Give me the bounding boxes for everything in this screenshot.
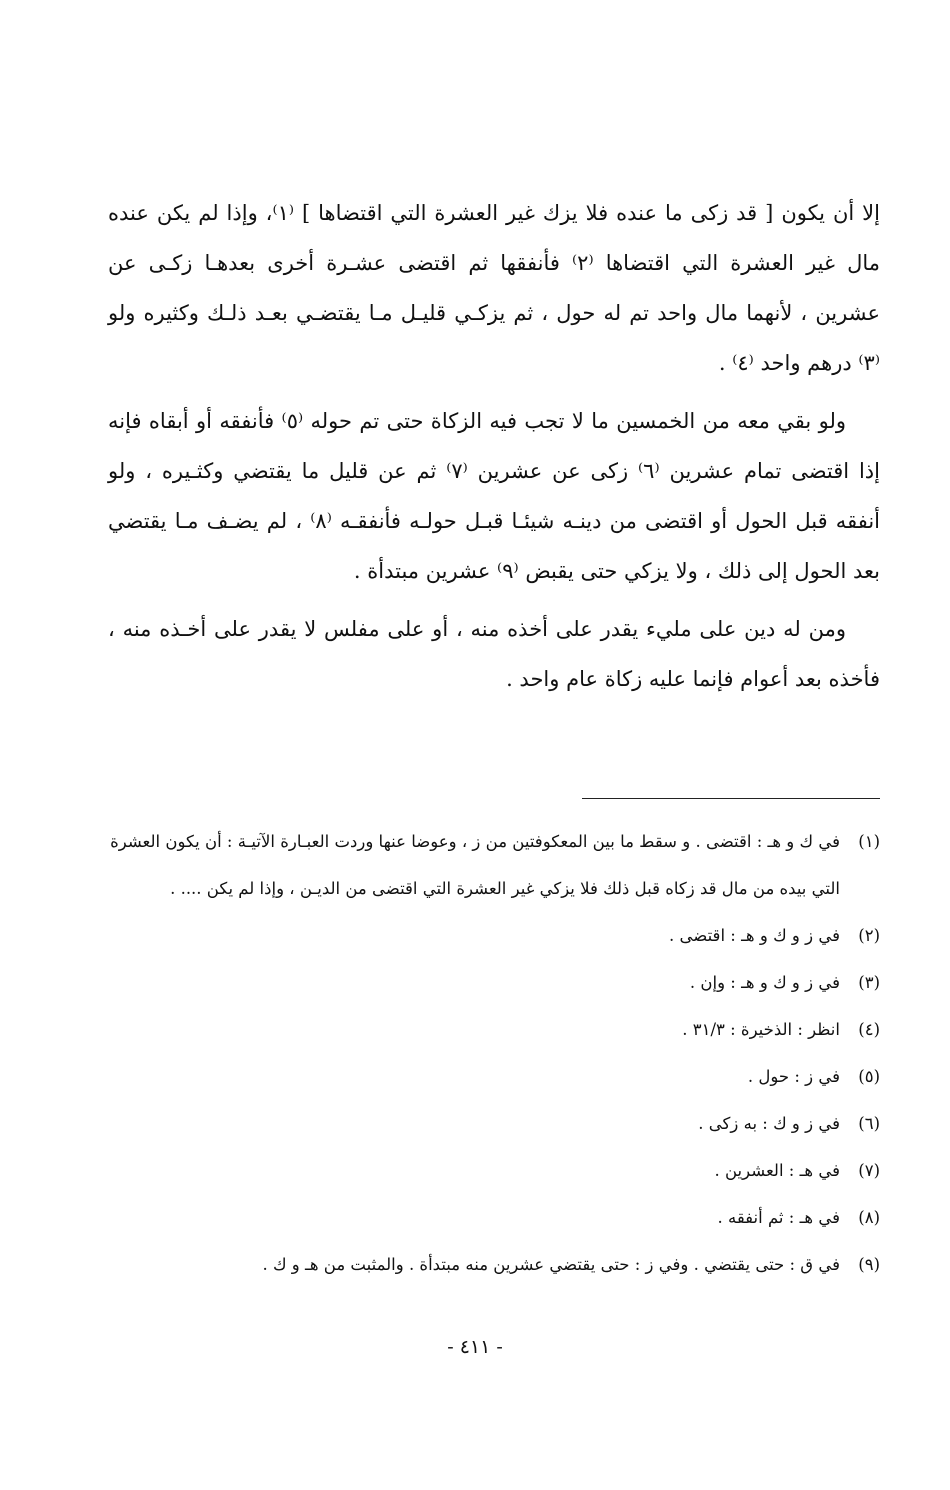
footnote-number: (٢): [858, 926, 880, 945]
footnote-text: انظر : الذخيرة : ٣١/٣ .: [682, 1020, 840, 1039]
footnote-9: [100, 1241, 880, 1288]
footnote-text: في ز و ك و هـ : وإن .: [689, 973, 840, 992]
footnote-number: (٦): [858, 1114, 880, 1133]
footnote-3: [100, 959, 880, 1006]
footnote-number: (٨): [858, 1208, 880, 1227]
footnote-number: (٩): [858, 1255, 880, 1274]
footnote-text: في ز و ك : به زكى .: [698, 1114, 840, 1133]
footnote-text: في هـ : العشرين .: [714, 1161, 840, 1180]
footnote-text: في ك و هـ : اقتضى . و سقط ما بين المعكوفتين من ز ، وعوضا عنها وردت العبـارة الآتيـة : أن يكون العشرة التي بيده من مال قد زكاه قبل ذلك فلا يزكي غير العشرة التي اقتضى من الديـن ، وإذا لم يكن .... .: [110, 832, 840, 898]
footnote-text: في ق : حتى يقتضي . وفي ز : حتى يقتضي عشرين منه مبتدأة . والمثبت من هـ و ك .: [262, 1255, 840, 1274]
footnote-6: [100, 1100, 880, 1147]
paragraph-2: ولو بقي معه من الخمسين ما لا تجب فيه الزكاة حتى تم حوله ⁽٥⁾ فأنفقه أو أبقاه فإنه إذا اقتضى تمام عشرين ⁽٦⁾ زكى عن عشرين ⁽٧⁾ ثم عن قليل ما يقتضي وكثـيره ، ولو أنفقه قبل الحول أو اقتضى من دينـه شيئـا قبـل حولـه فأنفقـه ⁽٨⁾ ، لم يضـف مـا يقتضي بعد الحول إلى ذلك ، ولا يزكي حتى يقبض ⁽٩⁾ عشرين مبتدأة .: [108, 409, 880, 583]
footnote-number: (٥): [858, 1067, 880, 1086]
footnote-4: [100, 1006, 880, 1053]
main-text: [108, 188, 880, 712]
footnote-5: [100, 1053, 880, 1100]
footnote-text: في ز و ك و هـ : اقتضى .: [669, 926, 840, 945]
paragraph-1: إلا أن يكون [ قد زكى ما عنده فلا يزك غير العشرة التي اقتضاها ] ⁽١⁾، وإذا لم يكن عنده مال غير العشرة التي اقتضاها ⁽٢⁾ فأنفقها ثم اقتضى عشـرة أخرى بعدهـا زكـى عن عشرين ، لأنهما مال واحد تم له حول ، ثم يزكـي قليـل مـا يقتضـي بعـد ذلـك وكثيره ولو ⁽٣⁾ درهم واحد ⁽٤⁾ .: [108, 201, 880, 375]
footnote-number: (٣): [858, 973, 880, 992]
footnote-number: (٤): [858, 1020, 880, 1039]
footnote-7: [100, 1147, 880, 1194]
footnotes: [100, 818, 880, 1288]
paragraph-3: ومن له دين على مليء يقدر على أخذه منه ، أو على مفلس لا يقدر على أخـذه منه ، فأخذه بعد أعوام فإنما عليه زكاة عام واحد .: [108, 617, 880, 691]
footnote-8: [100, 1194, 880, 1241]
footnote-number: (٧): [858, 1161, 880, 1180]
footnote-text: في ز : حول .: [747, 1067, 840, 1086]
footnote-text: في هـ : ثم أنفقه .: [717, 1208, 840, 1227]
footnote-1: [100, 818, 880, 912]
footnote-2: [100, 912, 880, 959]
page-number: - ٤١١ -: [447, 1336, 503, 1358]
footnote-divider: [582, 798, 880, 799]
footnote-number: (١): [858, 832, 880, 851]
